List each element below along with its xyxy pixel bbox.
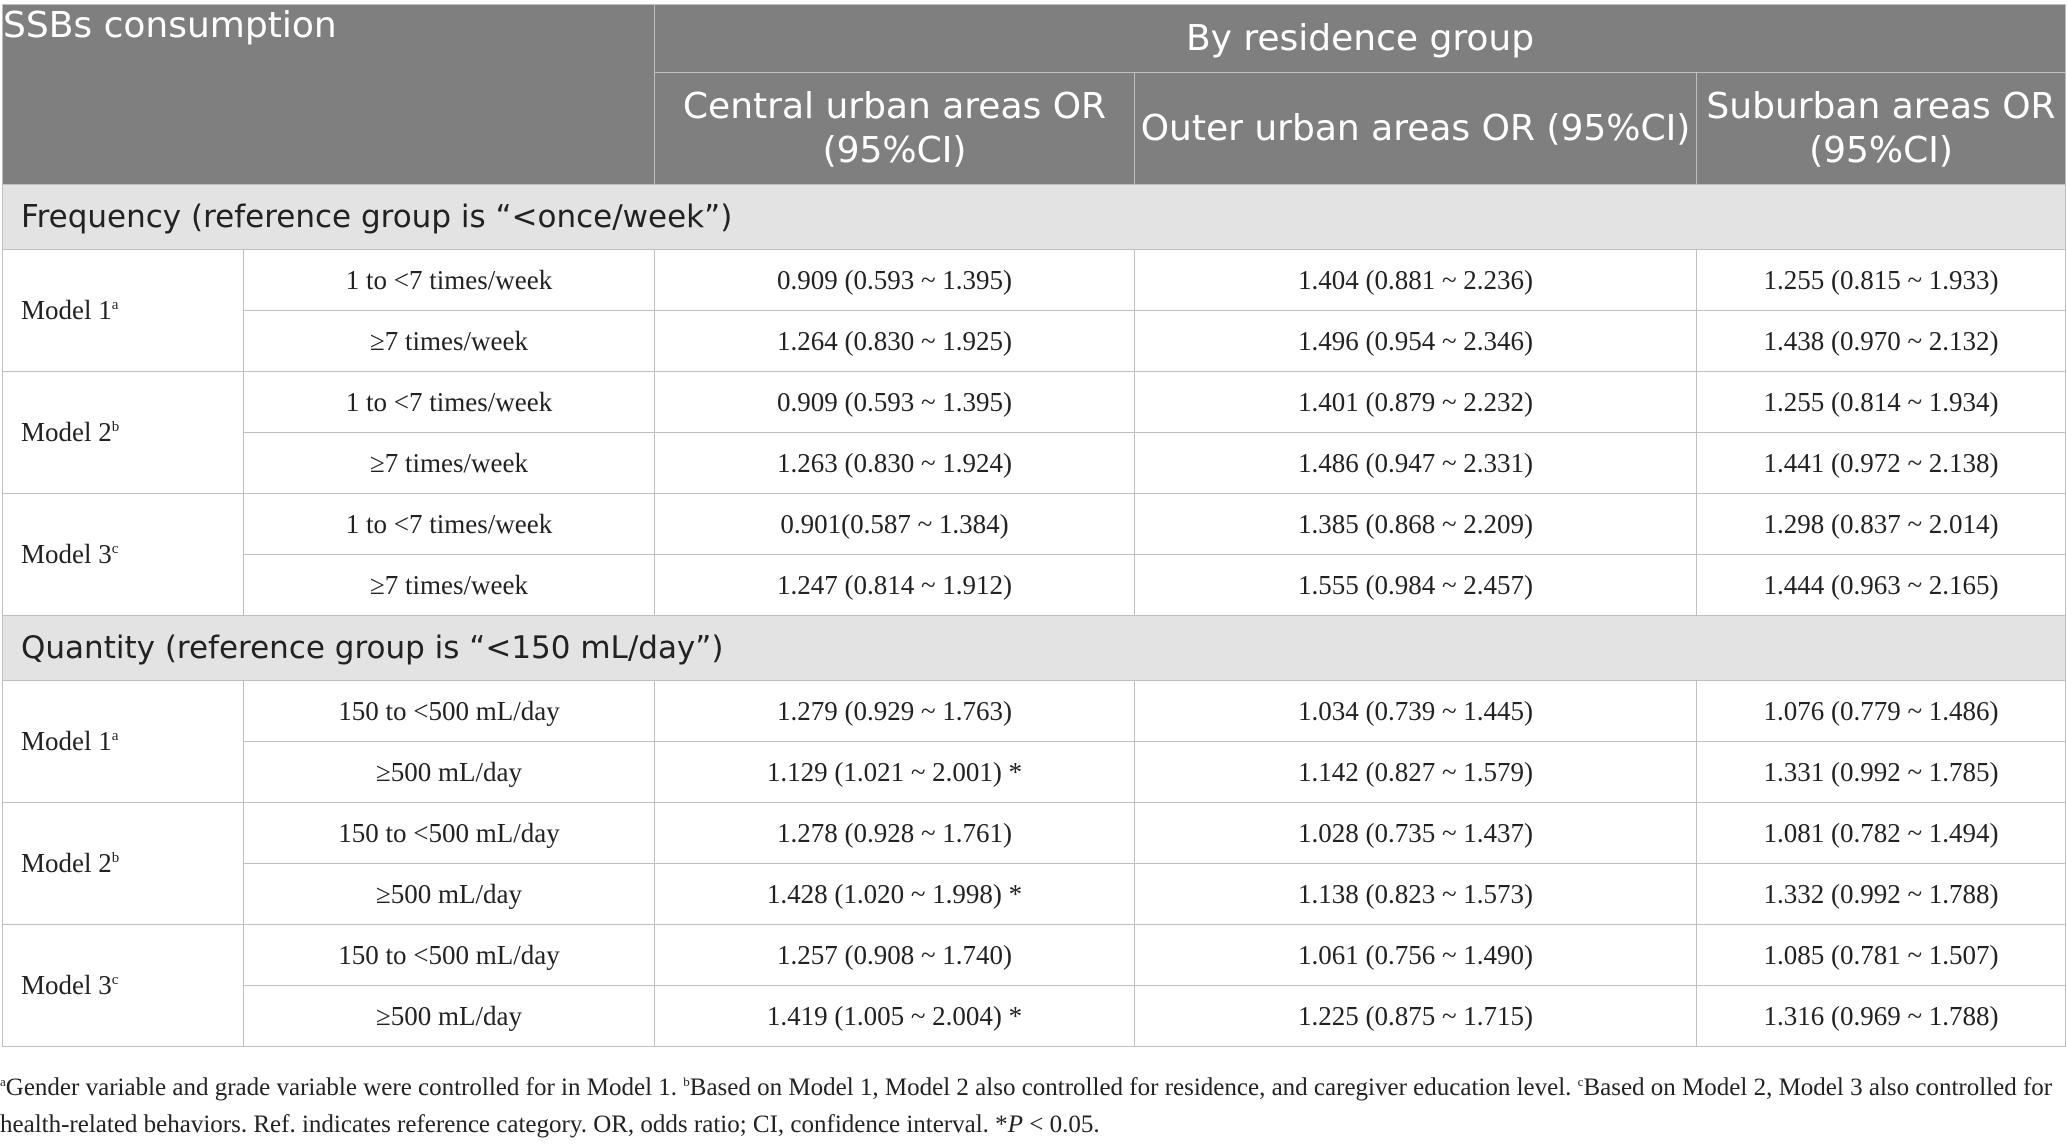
or-value-cell: 1.034 (0.739 ~ 1.445)	[1135, 681, 1697, 742]
model-name: Model 3	[21, 970, 112, 1000]
model-name: Model 2	[21, 417, 112, 447]
or-value-cell: 1.486 (0.947 ~ 2.331)	[1135, 433, 1697, 494]
or-value-cell: 1.316 (0.969 ~ 1.788)	[1697, 986, 2066, 1047]
or-value-cell: 1.225 (0.875 ~ 1.715)	[1135, 986, 1697, 1047]
or-value-cell: 1.081 (0.782 ~ 1.494)	[1697, 803, 2066, 864]
header-suburban: Suburban areas OR (95%CI)	[1697, 73, 2066, 185]
category-cell: 150 to <500 mL/day	[244, 925, 655, 986]
or-value-cell: 0.909 (0.593 ~ 1.395)	[655, 250, 1135, 311]
model-label	[3, 372, 244, 494]
footnote-mark-b: b	[683, 1074, 690, 1089]
model-label	[3, 681, 244, 803]
odds-ratio-table	[2, 4, 2066, 1047]
section-header-row	[3, 616, 2066, 681]
table-row	[3, 555, 2066, 616]
or-value-cell: 1.028 (0.735 ~ 1.437)	[1135, 803, 1697, 864]
header-ssbs-consumption: SSBs consumption	[3, 5, 655, 185]
header-central-urban: Central urban areas OR (95%CI)	[655, 73, 1135, 185]
table-row	[3, 250, 2066, 311]
model-name: Model 2	[21, 848, 112, 878]
category-cell: ≥500 mL/day	[244, 986, 655, 1047]
or-value-cell: 1.255 (0.815 ~ 1.933)	[1697, 250, 2066, 311]
or-value-cell: 1.298 (0.837 ~ 2.014)	[1697, 494, 2066, 555]
model-label	[3, 494, 244, 616]
model-label	[3, 925, 244, 1047]
or-value-cell: 1.441 (0.972 ~ 2.138)	[1697, 433, 2066, 494]
or-value-cell: 1.401 (0.879 ~ 2.232)	[1135, 372, 1697, 433]
or-value-cell: 0.901(0.587 ~ 1.384)	[655, 494, 1135, 555]
or-value-cell: 1.385 (0.868 ~ 2.209)	[1135, 494, 1697, 555]
table-row	[3, 681, 2066, 742]
model-name: Model 3	[21, 539, 112, 569]
table-footnote	[0, 1063, 2060, 1143]
or-value-cell: 1.085 (0.781 ~ 1.507)	[1697, 925, 2066, 986]
footnote-mark-c: c	[1577, 1074, 1584, 1089]
footnote-p-variable: P	[1007, 1111, 1023, 1138]
model-footnote-mark: b	[111, 850, 120, 866]
footnote-c: Based on Model 2, Model 3 also controlled for health-related behaviors. Ref. indicates reference category. OR, odds ratio; CI, confidence interval. *	[0, 1074, 2053, 1138]
table-row	[3, 311, 2066, 372]
model-footnote-mark: c	[111, 972, 119, 988]
model-label	[3, 803, 244, 925]
table-row	[3, 742, 2066, 803]
footnote-b: Based on Model 1, Model 2 also controlled for residence, and caregiver education level.	[689, 1074, 1578, 1101]
or-value-cell: 1.138 (0.823 ~ 1.573)	[1135, 864, 1697, 925]
footnote-mark-a: a	[0, 1074, 6, 1089]
model-footnote-mark: c	[111, 541, 119, 557]
category-cell: ≥500 mL/day	[244, 864, 655, 925]
table-row	[3, 864, 2066, 925]
or-value-cell: 1.278 (0.928 ~ 1.761)	[655, 803, 1135, 864]
model-footnote-mark: a	[111, 297, 119, 313]
model-name: Model 1	[21, 295, 112, 325]
or-value-cell: 1.438 (0.970 ~ 2.132)	[1697, 311, 2066, 372]
section-title: Quantity (reference group is “<150 mL/day”)	[3, 616, 2066, 681]
category-cell: 1 to <7 times/week	[244, 250, 655, 311]
footnote-p-threshold: < 0.05.	[1022, 1111, 1100, 1138]
category-cell: ≥500 mL/day	[244, 742, 655, 803]
footnote-a: Gender variable and grade variable were controlled for in Model 1.	[5, 1074, 684, 1101]
table-row	[3, 372, 2066, 433]
or-value-cell: 1.129 (1.021 ~ 2.001) *	[655, 742, 1135, 803]
table-row	[3, 925, 2066, 986]
or-value-cell: 1.496 (0.954 ~ 2.346)	[1135, 311, 1697, 372]
or-value-cell: 0.909 (0.593 ~ 1.395)	[655, 372, 1135, 433]
or-value-cell: 1.555 (0.984 ~ 2.457)	[1135, 555, 1697, 616]
or-value-cell: 1.332 (0.992 ~ 1.788)	[1697, 864, 2066, 925]
category-cell: 150 to <500 mL/day	[244, 803, 655, 864]
section-header-row	[3, 185, 2066, 250]
table-row	[3, 803, 2066, 864]
or-value-cell: 1.142 (0.827 ~ 1.579)	[1135, 742, 1697, 803]
category-cell: 1 to <7 times/week	[244, 494, 655, 555]
or-value-cell: 1.247 (0.814 ~ 1.912)	[655, 555, 1135, 616]
or-value-cell: 1.076 (0.779 ~ 1.486)	[1697, 681, 2066, 742]
or-value-cell: 1.444 (0.963 ~ 2.165)	[1697, 555, 2066, 616]
header-by-residence-group: By residence group	[655, 5, 2066, 73]
or-value-cell: 1.331 (0.992 ~ 1.785)	[1697, 742, 2066, 803]
or-value-cell: 1.419 (1.005 ~ 2.004) *	[655, 986, 1135, 1047]
model-name: Model 1	[21, 726, 112, 756]
or-value-cell: 1.255 (0.814 ~ 1.934)	[1697, 372, 2066, 433]
category-cell: ≥7 times/week	[244, 311, 655, 372]
model-footnote-mark: b	[111, 419, 120, 435]
category-cell: 150 to <500 mL/day	[244, 681, 655, 742]
table-row	[3, 494, 2066, 555]
section-title: Frequency (reference group is “<once/week”)	[3, 185, 2066, 250]
table-row	[3, 986, 2066, 1047]
table-body	[3, 185, 2066, 1047]
or-value-cell: 1.279 (0.929 ~ 1.763)	[655, 681, 1135, 742]
table-row	[3, 433, 2066, 494]
category-cell: 1 to <7 times/week	[244, 372, 655, 433]
or-value-cell: 1.257 (0.908 ~ 1.740)	[655, 925, 1135, 986]
or-value-cell: 1.264 (0.830 ~ 1.925)	[655, 311, 1135, 372]
or-value-cell: 1.263 (0.830 ~ 1.924)	[655, 433, 1135, 494]
or-value-cell: 1.404 (0.881 ~ 2.236)	[1135, 250, 1697, 311]
or-value-cell: 1.061 (0.756 ~ 1.490)	[1135, 925, 1697, 986]
header-outer-urban: Outer urban areas OR (95%CI)	[1135, 73, 1697, 185]
or-value-cell: 1.428 (1.020 ~ 1.998) *	[655, 864, 1135, 925]
category-cell: ≥7 times/week	[244, 555, 655, 616]
model-label	[3, 250, 244, 372]
category-cell: ≥7 times/week	[244, 433, 655, 494]
model-footnote-mark: a	[111, 728, 119, 744]
